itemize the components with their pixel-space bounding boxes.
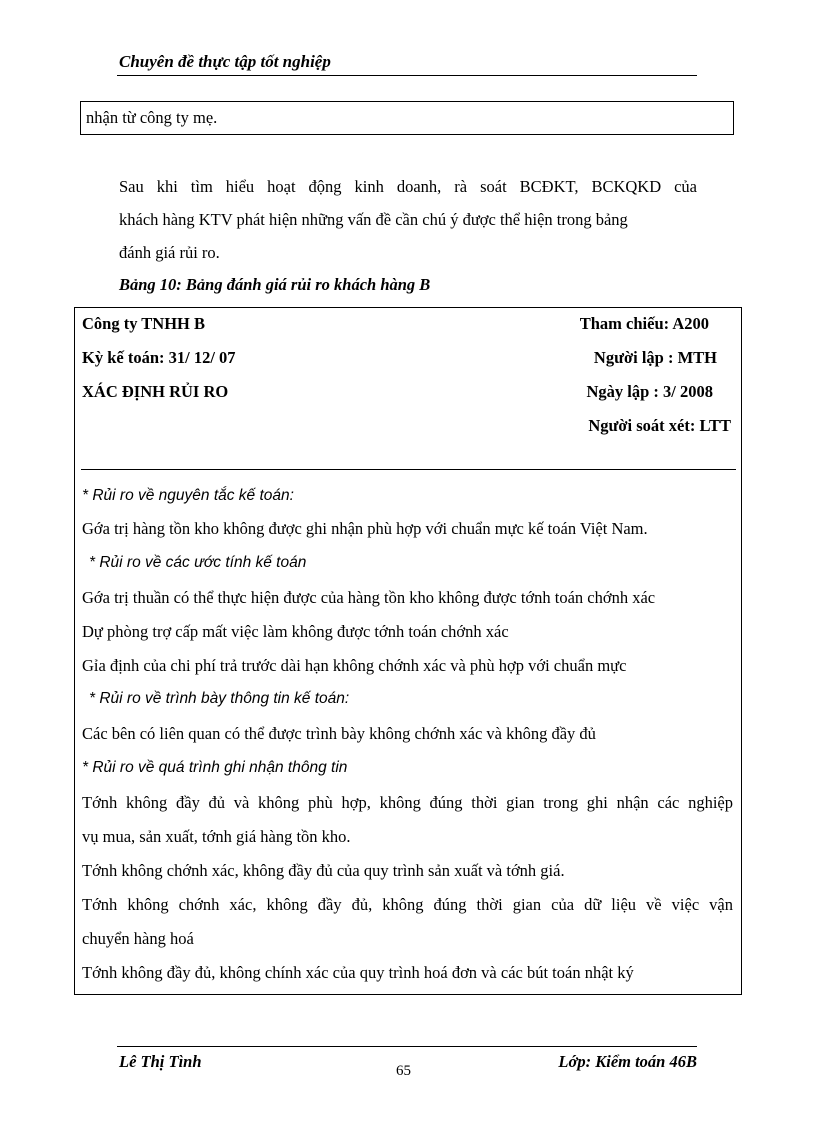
table-caption: Bảng 10: Bảng đánh giá rủi ro khách hàng B <box>119 275 431 294</box>
intro-line: khách hàng KTV phát hiện những vấn đề cần chú ý được thể hiện trong bảng <box>119 210 628 229</box>
table-divider <box>81 469 736 470</box>
footer-author: Lê Thị Tình <box>119 1052 202 1071</box>
risk-heading: * Rủi ro về trình bày thông tin kế toán: <box>89 690 350 707</box>
risk-item: chuyển hàng hoá <box>82 929 194 948</box>
prepared-by: Người lập : MTH <box>593 348 717 367</box>
risk-heading: * Rủi ro về quá trình ghi nhận thông tin <box>82 759 348 776</box>
intro-paragraph <box>119 170 697 269</box>
risk-item: Tớnh không chớnh xác, không đầy đủ, không đúng thời gian của dữ liệu về việc vận <box>82 895 733 914</box>
risk-item: Tớnh không đầy đủ, không chính xác của quy trình hoá đơn và các bút toán nhật ký <box>82 963 634 982</box>
accounting-period: Kỳ kế toán: 31/ 12/ 07 <box>82 348 236 367</box>
risk-item: Tớnh không chớnh xác, không đầy đủ của quy trình sản xuất và tớnh giá. <box>82 861 565 880</box>
risk-item: Dự phòng trợ cấp mất việc làm không được tớnh toán chớnh xác <box>82 622 509 641</box>
risk-heading: * Rủi ro về các ước tính kế toán <box>89 554 307 571</box>
carry-over-text: nhận từ công ty mẹ. <box>86 108 218 127</box>
table-heading: XÁC ĐỊNH RỦI RO <box>82 382 229 401</box>
risk-item: Gớa trị hàng tồn kho không được ghi nhận phù hợp với chuẩn mực kế toán Việt Nam. <box>82 519 648 538</box>
page-number: 65 <box>396 1063 411 1079</box>
intro-line: đánh giá rủi ro. <box>119 243 220 262</box>
risk-item: Gỉa định của chi phí trả trước dài hạn không chớnh xác và phù hợp với chuẩn mực <box>82 656 627 675</box>
footer-class: Lớp: Kiểm toán 46B <box>558 1052 697 1071</box>
prepared-date: Ngày lập : 3/ 2008 <box>586 382 713 401</box>
risk-item: Các bên có liên quan có thể được trình bày không chớnh xác và không đầy đủ <box>82 724 596 743</box>
risk-item: vụ mua, sản xuất, tớnh giá hàng tồn kho. <box>82 827 351 846</box>
page-header-title: Chuyên đề thực tập tốt nghiệp <box>119 52 331 71</box>
risk-item: Tớnh không đầy đủ và không phù hợp, không đúng thời gian trong ghi nhận các nghiệp <box>82 793 733 812</box>
company-name: Công ty TNHH B <box>82 314 206 333</box>
risk-assessment-table <box>74 307 742 995</box>
reviewer: Người soát xét: LTT <box>588 416 731 435</box>
reference-code: Tham chiếu: A200 <box>579 314 709 333</box>
intro-line: Sau khi tìm hiểu hoạt động kinh doanh, rà soát BCĐKT, BCKQKD của <box>119 177 697 196</box>
risk-item: Gớa trị thuần có thể thực hiện được của hàng tồn kho không được tớnh toán chớnh xác <box>82 588 656 607</box>
carry-over-box <box>80 101 734 135</box>
risk-heading: * Rủi ro về nguyên tắc kế toán: <box>82 487 294 504</box>
footer-rule <box>117 1046 697 1047</box>
header-rule <box>117 75 697 76</box>
